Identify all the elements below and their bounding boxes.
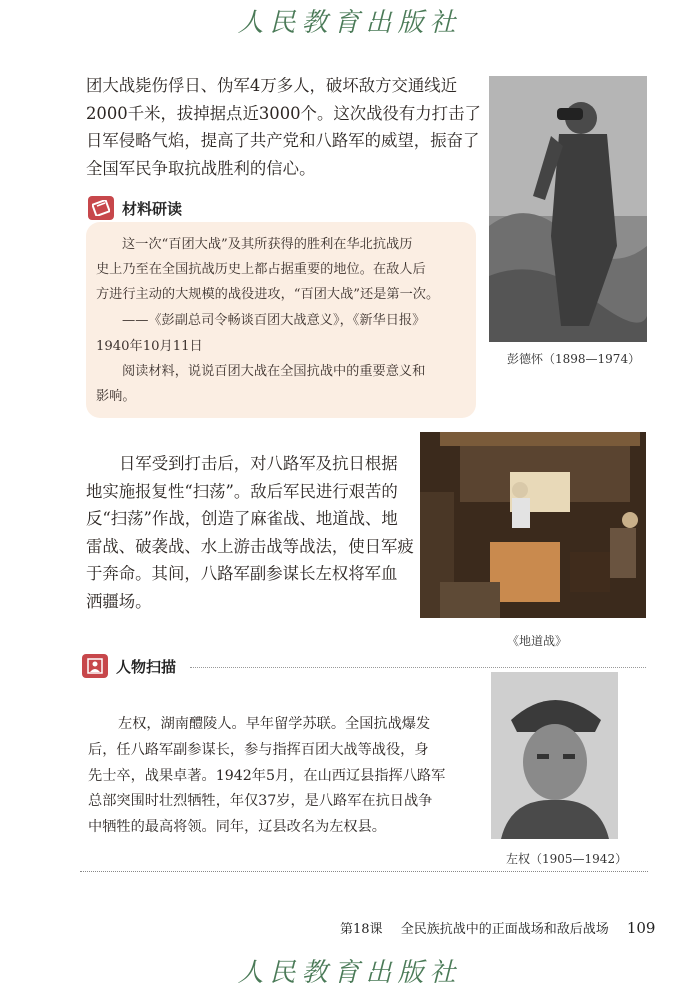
profile-heading [82, 654, 176, 678]
page-number: 109 [626, 919, 656, 937]
guerilla-paragraph [86, 450, 416, 615]
guerilla-line: 地实施报复性“扫荡”。敌后军民进行艰苦的 [86, 481, 398, 501]
profile-line: 后，任八路军副参谋长，参与指挥百团大战等战役，身 [88, 741, 429, 758]
intro-line: 日军侵略气焰，提高了共产党和八路军的威望，振奋了 [86, 131, 480, 150]
footer-rule [80, 871, 648, 872]
person-icon [82, 654, 108, 678]
profile-title: 人物扫描 [116, 657, 177, 676]
quote-line: 史上乃至在全国抗战历史上都占据重要的地位。在敌人后 [96, 262, 426, 277]
peng-dehuai-caption: 彭德怀（1898—1974） [507, 352, 641, 366]
section-divider [190, 667, 646, 668]
guerilla-line: 反“扫荡”作战，创造了麻雀战、地道战、地 [86, 509, 398, 528]
quote-date: 1940年10月11日 [96, 339, 203, 354]
profile-line: 左权，湖南醴陵人。早年留学苏联。全国抗战爆发 [118, 716, 431, 732]
intro-line: 团大战毙伤俘日、伪军4万多人，破坏敌方交通线近 [86, 76, 458, 95]
question-line: 影响。 [96, 389, 136, 404]
material-title: 材料研读 [122, 199, 183, 218]
book-icon [88, 196, 114, 220]
quote-line: 方进行主动的大规模的战役进攻，“百团大战”还是第一次。 [96, 287, 440, 302]
guerilla-line: 于奔命。其间，八路军副参谋长左权将军血 [86, 564, 398, 583]
publisher-logo-top: 人民教育出版社 [237, 8, 462, 38]
guerilla-line: 雷战、破袭战、水上游击战等战法，使日军疲 [86, 536, 414, 556]
peng-dehuai-photo [489, 76, 647, 342]
guerilla-line: 洒疆场。 [86, 591, 152, 611]
intro-paragraph [86, 72, 482, 182]
guerilla-line: 日军受到打击后，对八路军及抗日根据 [119, 454, 398, 473]
zuo-quan-photo [491, 672, 618, 839]
tunnel-warfare-painting [420, 432, 646, 618]
intro-line: 2000千米，拔掉据点近3000个。这次战役有力打击了 [86, 103, 481, 123]
intro-line: 全国军民争取抗战胜利的信心。 [86, 158, 316, 178]
painting-caption: 《地道战》 [507, 634, 568, 648]
lesson-title: 全民族抗战中的正面战场和敌后战场 [400, 922, 609, 937]
material-box [86, 222, 476, 418]
profile-paragraph [88, 712, 478, 841]
quote-source: ——《彭副总司令畅谈百团大战意义》，《新华日报》 [122, 313, 426, 328]
publisher-logo-bottom: 人民教育出版社 [237, 958, 462, 988]
material-heading [88, 196, 182, 220]
profile-line: 总部突围时壮烈牺牲，年仅37岁，是八路军在抗日战争 [88, 793, 433, 810]
page-footer [340, 918, 655, 937]
zuo-quan-caption: 左权（1905—1942） [506, 852, 628, 866]
question-line: 阅读材料，说说百团大战在全国抗战中的重要意义和 [122, 364, 426, 379]
profile-line: 中牺牲的最高将领。同年，辽县改名为左权县。 [88, 819, 386, 836]
lesson-number: 第18课 [340, 922, 383, 937]
profile-line: 先士卒，战果卓著。1942年5月，在山西辽县指挥八路军 [88, 767, 446, 784]
quote-line: 这一次“百团大战”及其所获得的胜利在华北抗战历 [122, 237, 413, 252]
